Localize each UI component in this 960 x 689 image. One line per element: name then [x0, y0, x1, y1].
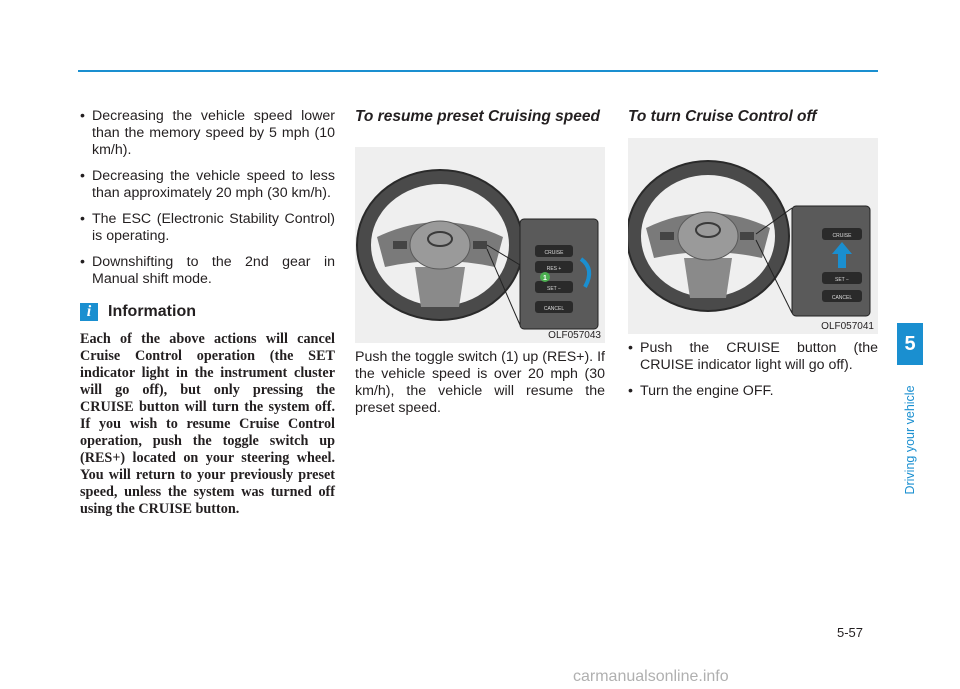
resume-instructions: Push the toggle switch (1) up (RES+). If the vehicle speed is over 20 mph (30 km/h), the vehicle will resume the preset speed.	[355, 349, 605, 416]
switch-label-cancel: CANCEL	[543, 306, 565, 312]
cancel-conditions-list	[80, 108, 335, 288]
chapter-number-tab: 5	[897, 323, 923, 365]
list-item: • Decreasing the vehicle speed lower than the memory speed by 5 mph (10 km/h).	[80, 108, 335, 159]
figure-code: OLF057043	[548, 330, 601, 341]
steering-wheel-illustration	[628, 138, 878, 334]
figure-steering-wheel-resume	[355, 147, 605, 343]
switch-label-cruise: CRUISE	[544, 250, 564, 256]
information-title: Information	[108, 303, 196, 320]
page-number: 5-57	[837, 625, 864, 640]
steering-wheel-illustration	[355, 147, 605, 343]
list-item: • Turn the engine OFF.	[628, 383, 878, 400]
figure-code: OLF057041	[821, 321, 874, 332]
callout-1: 1	[543, 275, 547, 282]
section-heading-resume: To resume preset Cruising speed	[355, 108, 600, 125]
top-rule	[78, 70, 878, 72]
column-conditions	[80, 108, 335, 518]
chapter-title: Driving your vehicle	[903, 385, 917, 495]
switch-label-set: SET −	[547, 286, 561, 292]
turn-off-steps-list	[628, 340, 878, 400]
list-item: • Decreasing the vehicle speed to less than approximately 20 mph (30 km/h).	[80, 168, 335, 202]
info-icon: i	[80, 303, 98, 321]
watermark: carmanualsonline.info	[573, 668, 729, 685]
list-item: • Push the CRUISE button (the CRUISE indicator light will go off).	[628, 340, 878, 374]
list-item: • Downshifting to the 2nd gear in Manual shift mode.	[80, 254, 335, 288]
information-header	[80, 303, 335, 321]
figure-steering-wheel-off	[628, 138, 878, 334]
information-body: Each of the above actions will cancel Cruise Control operation (the SET indicator light in the instrument cluster will go off), but only pressing the CRUISE button will turn the system off. If you wish to resume Cruise Control operation, push the toggle switch up (RES+) located on your steering wheel. You will return to your previously preset speed, unless the system was turned off using the CRUISE button.	[80, 331, 335, 517]
switch-label-cruise: CRUISE	[832, 233, 852, 239]
switch-label-set: SET −	[835, 277, 849, 283]
switch-label-res: RES +	[546, 266, 562, 272]
list-item: • The ESC (Electronic Stability Control) is operating.	[80, 211, 335, 245]
switch-label-cancel: CANCEL	[831, 295, 853, 301]
column-resume	[355, 108, 605, 417]
section-heading-turn-off: To turn Cruise Control off	[628, 108, 817, 125]
column-turn-off	[628, 108, 878, 409]
